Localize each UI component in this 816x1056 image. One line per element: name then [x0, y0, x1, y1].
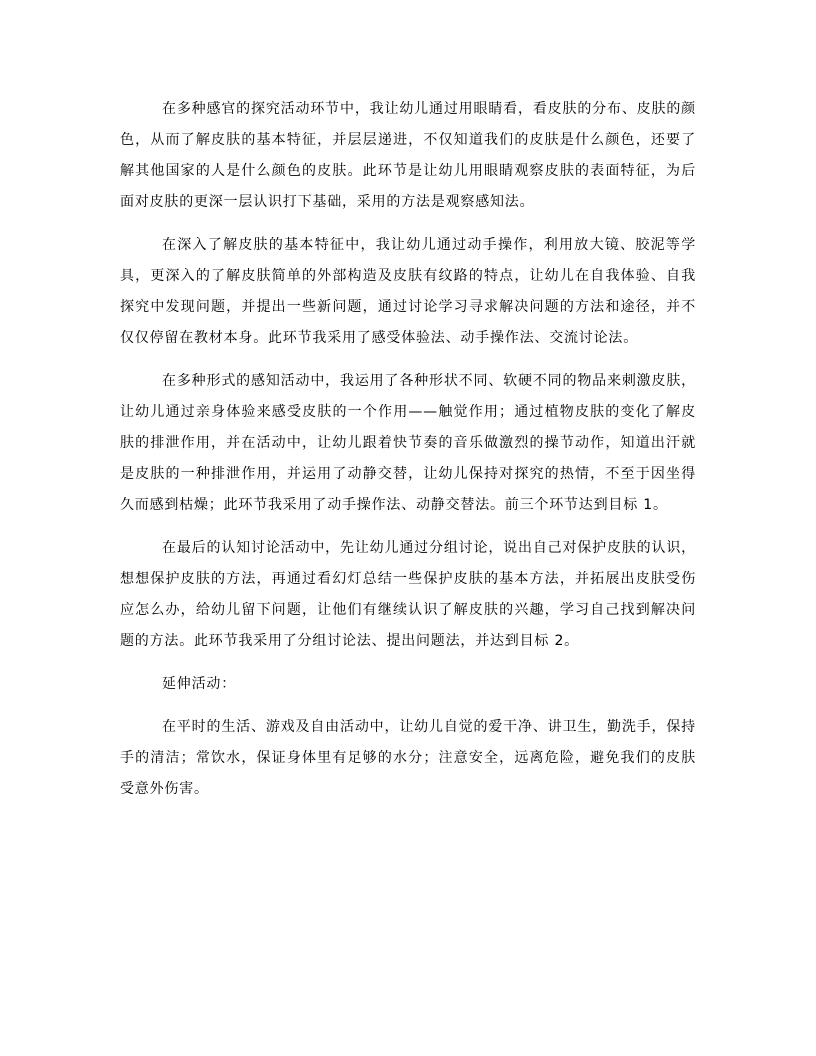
paragraph-extension-activity: 在平时的生活、游戏及自由活动中，让幼儿自觉的爱干净、讲卫生，勤洗手，保持手的清洁；常饮水，保证身体里有足够的水分；注意安全，远离危险，避免我们的皮肤受意外伤害。	[120, 719, 696, 797]
section-heading-extension: 延伸活动：	[162, 676, 236, 692]
paragraph-perception-activity: 在多种形式的感知活动中，我运用了各种形状不同、软硬不同的物品来刺激皮肤，让幼儿通过亲身体验来感受皮肤的一个作用——触觉作用；通过植物皮肤的变化了解皮肤的排泄作用，并在活动中，让幼儿跟着快节奏的音乐做激烈的操节动作，知道出汗就是皮肤的一种排泄作用，并运用了动静交替，让幼儿保持对探究的热情，不至于因坐得久而感到枯燥；此环节我采用了动手操作法、动静交替法。前三个环节达到目标 1。	[120, 373, 696, 513]
paragraph-hands-on-method: 在深入了解皮肤的基本特征中，我让幼儿通过动手操作，利用放大镜、胶泥等学具，更深入的了解皮肤简单的外部构造及皮肤有纹路的特点，让幼儿在自我体验、自我探究中发现问题，并提出一些新问题，通过讨论学习寻求解决问题的方法和途径，并不仅仅停留在教材本身。此环节我采用了感受体验法、动手操作法、交流讨论法。	[120, 237, 696, 346]
paragraph-observation-method: 在多种感官的探究活动环节中，我让幼儿通过用眼睛看，看皮肤的分布、皮肤的颜色，从而了解皮肤的基本特征，并层层递进，不仅知道我们的皮肤是什么颜色，还要了解其他国家的人是什么颜色的皮肤。此环节是让幼儿用眼睛观察皮肤的表面特征，为后面对皮肤的更深一层认识打下基础，采用的方法是观察感知法。	[120, 101, 696, 210]
paragraph-discussion-activity: 在最后的认知讨论活动中，先让幼儿通过分组讨论，说出自己对保护皮肤的认识，想想保护皮肤的方法，再通过看幻灯总结一些保护皮肤的基本方法，并拓展出皮肤受伤应怎么办，给幼儿留下问题，让他们有继续认识了解皮肤的兴趣，学习自己找到解决问题的方法。此环节我采用了分组讨论法、提出问题法，并达到目标 2。	[120, 540, 696, 649]
document-body	[120, 94, 696, 817]
